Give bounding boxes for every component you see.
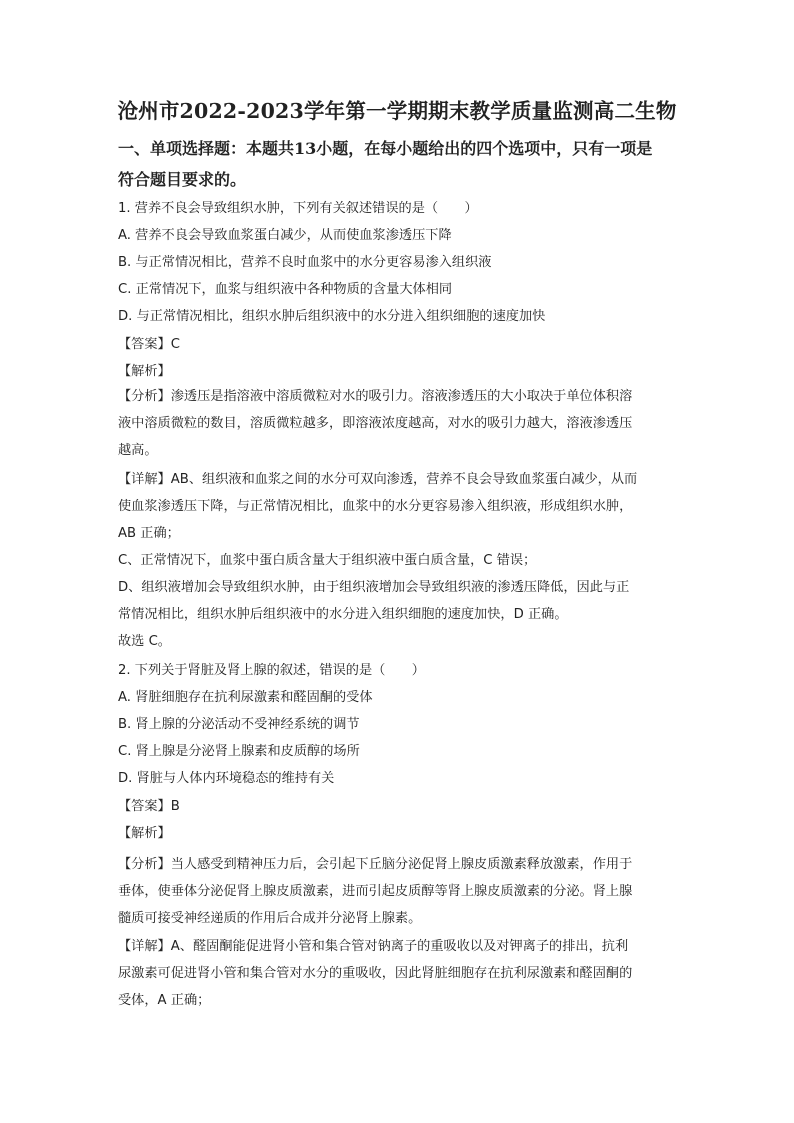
detail-line: AB 正确； — [118, 526, 180, 541]
detail-line: 【详解】A、醛固酮能促进肾小管和集合管对钠离子的重吸收以及对钾离子的排出，抗利 — [118, 939, 629, 954]
question-2-detail — [118, 933, 673, 1014]
question-1-analysis — [118, 383, 673, 464]
detail-line: D、组织液增加会导致组织水肿，由于组织液增加会导致组织液的渗透压降低，因此与正 — [118, 580, 630, 595]
analysis-line: 液中溶质微粒的数目，溶质微粒越多，即溶液浓度越高，对水的吸引力越大，溶液渗透压 — [118, 416, 633, 431]
question-1-answer: 【答案】C — [118, 337, 180, 352]
question-2-explanation-label: 【解析】 — [118, 826, 171, 841]
question-1-option-c: C. 正常情况下，血浆与组织液中各种物质的含量大体相同 — [118, 282, 453, 297]
question-2-option-c: C. 肾上腺是分泌肾上腺素和皮质醇的场所 — [118, 744, 360, 759]
analysis-line: 【分析】渗透压是指溶液中溶质微粒对水的吸引力。溶液渗透压的大小取决于单位体积溶 — [118, 389, 633, 404]
analysis-line: 髓质可接受神经递质的作用后合成并分泌肾上腺素。 — [118, 911, 422, 926]
question-1-option-a: A. 营养不良会导致血浆蛋白减少，从而使血浆渗透压下降 — [118, 228, 452, 243]
question-1-stem: 1. 营养不良会导致组织水肿，下列有关叙述错误的是（ ） — [118, 201, 478, 216]
analysis-line: 垂体，使垂体分泌促肾上腺皮质激素，进而引起皮质醇等肾上腺皮质激素的分泌。肾上腺 — [118, 884, 633, 899]
question-2-option-a: A. 肾脏细胞存在抗利尿激素和醛固酮的受体 — [118, 690, 373, 705]
question-2-option-d: D. 肾脏与人体内环境稳态的维持有关 — [118, 771, 335, 786]
detail-line: 受体，A 正确； — [118, 993, 211, 1008]
question-2-option-b: B. 肾上腺的分泌活动不受神经系统的调节 — [118, 717, 360, 732]
detail-line: 使血浆渗透压下降，与正常情况相比，血浆中的水分更容易渗入组织液，形成组织水肿， — [118, 499, 633, 514]
question-1-explanation-label: 【解析】 — [118, 364, 171, 379]
question-1-detail — [118, 466, 673, 655]
question-2-answer: 【答案】B — [118, 799, 180, 814]
detail-line: 故选 C。 — [118, 634, 171, 649]
detail-line: C、正常情况下，血浆中蛋白质含量大于组织液中蛋白质含量，C 错误； — [118, 553, 537, 568]
question-2-stem: 2. 下列关于肾脏及肾上腺的叙述，错误的是（ ） — [118, 663, 425, 678]
question-2-analysis — [118, 851, 673, 932]
document-title: 沧州市2022-2023学年第一学期期末教学质量监测高二生物 — [117, 99, 677, 123]
question-1-option-d: D. 与正常情况相比，组织水肿后组织液中的水分进入组织细胞的速度加快 — [118, 309, 546, 324]
detail-line: 【详解】AB、组织液和血浆之间的水分可双向渗透，营养不良会导致血浆蛋白减少，从而 — [118, 472, 638, 487]
analysis-line: 越高。 — [118, 443, 158, 458]
detail-line: 常情况相比，组织水肿后组织液中的水分进入组织细胞的速度加快，D 正确。 — [118, 607, 568, 622]
question-1-option-b: B. 与正常情况相比，营养不良时血浆中的水分更容易渗入组织液 — [118, 255, 492, 270]
section-heading-line-1: 一、单项选择题：本题共13小题，在每小题给出的四个选项中，只有一项是 — [118, 139, 653, 158]
section-heading-line-2: 符合题目要求的。 — [118, 170, 247, 189]
analysis-line: 【分析】当人感受到精神压力后，会引起下丘脑分泌促肾上腺皮质激素释放激素，作用于 — [118, 857, 633, 872]
detail-line: 尿激素可促进肾小管和集合管对水分的重吸收，因此肾脏细胞存在抗利尿激素和醛固酮的 — [118, 966, 633, 981]
